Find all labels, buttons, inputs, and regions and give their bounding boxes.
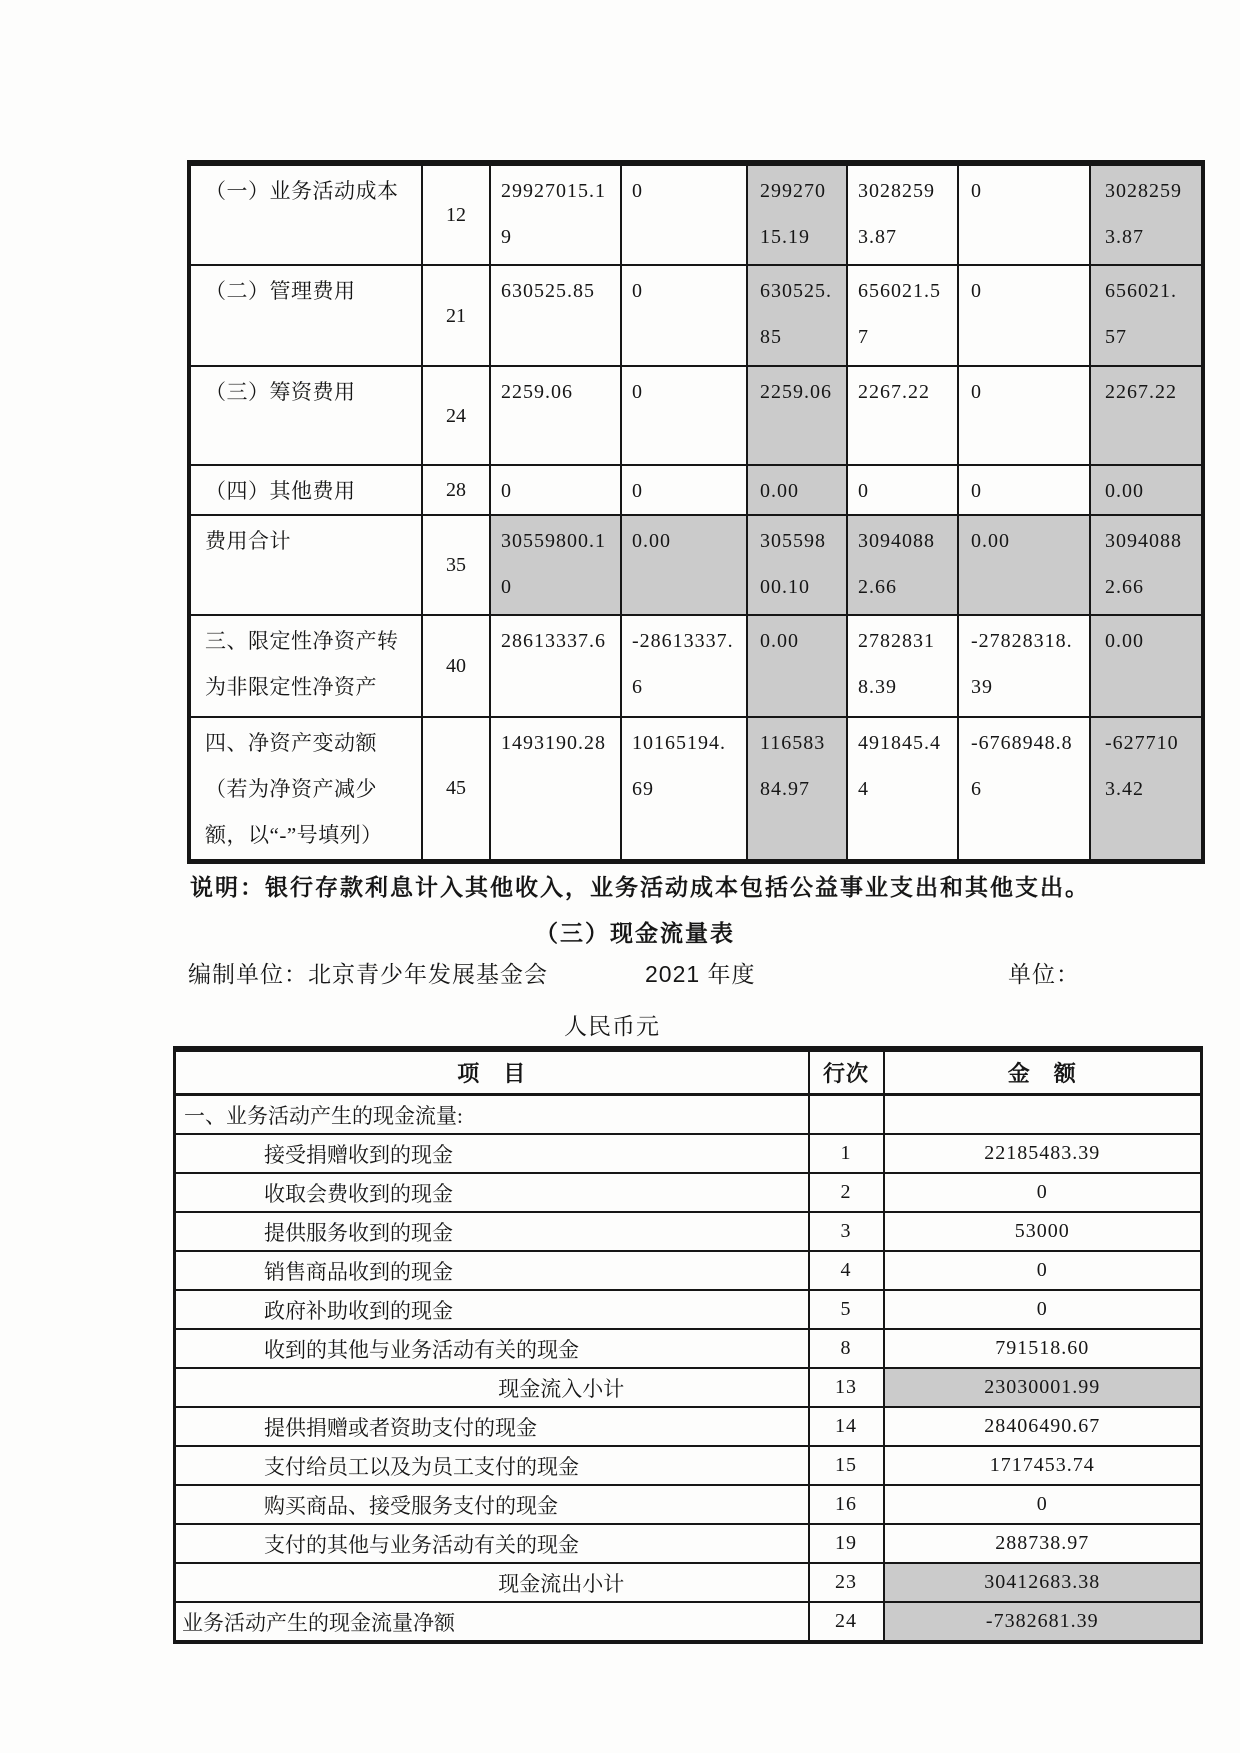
cashflow-row [175, 1134, 1202, 1173]
expense-line-no: 28 [422, 465, 490, 515]
expense-value: 30282593.87 [1090, 163, 1203, 265]
cashflow-amount: 22185483.39 [884, 1134, 1202, 1173]
expense-value: 30282593.87 [847, 163, 958, 265]
expense-line-no: 45 [422, 717, 490, 861]
cashflow-amount [884, 1095, 1202, 1135]
expense-value: 0 [958, 265, 1090, 366]
cashflow-row [175, 1524, 1202, 1563]
cashflow-row [175, 1095, 1202, 1135]
expense-row [189, 615, 1203, 717]
expense-value: -6277103.42 [1090, 717, 1203, 861]
cashflow-amount: 0 [884, 1173, 1202, 1212]
expense-row [189, 366, 1203, 465]
cashflow-item-label: 收取会费收到的现金 [175, 1173, 809, 1212]
col-header-amount: 金 额 [884, 1049, 1202, 1095]
cashflow-item-label: 支付给员工以及为员工支付的现金 [175, 1446, 809, 1485]
expense-value: 656021.57 [847, 265, 958, 366]
cashflow-row [175, 1563, 1202, 1602]
cashflow-item-label: 一、业务活动产生的现金流量: [175, 1095, 809, 1135]
expense-row [189, 515, 1203, 615]
cashflow-amount: 0 [884, 1251, 1202, 1290]
cashflow-amount: 28406490.67 [884, 1407, 1202, 1446]
expense-item-label: （四）其他费用 [189, 465, 422, 515]
cashflow-amount: 791518.60 [884, 1329, 1202, 1368]
cashflow-amount: 288738.97 [884, 1524, 1202, 1563]
expense-value: 10165194.69 [621, 717, 747, 861]
cashflow-row [175, 1368, 1202, 1407]
expense-value: 656021.57 [1090, 265, 1203, 366]
cashflow-item-label: 销售商品收到的现金 [175, 1251, 809, 1290]
expense-value: 2259.06 [490, 366, 621, 465]
expense-value: 30559800.10 [747, 515, 847, 615]
expense-value: 0 [958, 163, 1090, 265]
col-header-item: 项 目 [175, 1049, 809, 1095]
expense-value: 0 [958, 366, 1090, 465]
expense-value: 30559800.10 [490, 515, 621, 615]
cashflow-row [175, 1407, 1202, 1446]
expense-value: 1493190.28 [490, 717, 621, 861]
section-title: （三）现金流量表 [535, 920, 735, 946]
expense-item-label: （二）管理费用 [189, 265, 422, 366]
cashflow-line-no: 14 [809, 1407, 884, 1446]
cashflow-item-label: 政府补助收到的现金 [175, 1290, 809, 1329]
cashflow-item-label: 现金流出小计 [175, 1563, 809, 1602]
cashflow-line-no: 3 [809, 1212, 884, 1251]
meta-line [0, 956, 1240, 988]
expense-value: -27828318.39 [958, 615, 1090, 717]
expense-value: 0 [621, 366, 747, 465]
cashflow-item-label: 现金流入小计 [175, 1368, 809, 1407]
expense-value: 0.00 [958, 515, 1090, 615]
expense-value: 30940882.66 [847, 515, 958, 615]
expense-value: 491845.44 [847, 717, 958, 861]
cashflow-line-no: 1 [809, 1134, 884, 1173]
expense-value: 27828318.39 [847, 615, 958, 717]
cashflow-table-body [175, 1095, 1202, 1643]
expense-value: 2267.22 [847, 366, 958, 465]
cashflow-header-row [175, 1049, 1202, 1095]
expense-table-body [189, 163, 1203, 861]
expense-value: 0 [621, 465, 747, 515]
cashflow-line-no: 2 [809, 1173, 884, 1212]
expense-row [189, 465, 1203, 515]
cashflow-line-no: 4 [809, 1251, 884, 1290]
expense-value: 0.00 [747, 615, 847, 717]
expense-value: 2267.22 [1090, 366, 1203, 465]
expense-line-no: 21 [422, 265, 490, 366]
expense-value: 29927015.19 [747, 163, 847, 265]
expense-value: 630525.85 [490, 265, 621, 366]
cashflow-amount: 53000 [884, 1212, 1202, 1251]
expense-table [187, 160, 1205, 864]
expense-item-label: 费用合计 [189, 515, 422, 615]
cashflow-item-label: 收到的其他与业务活动有关的现金 [175, 1329, 809, 1368]
expense-value: 630525.85 [747, 265, 847, 366]
cashflow-line-no: 16 [809, 1485, 884, 1524]
col-header-line-no: 行次 [809, 1049, 884, 1095]
cashflow-line-no: 5 [809, 1290, 884, 1329]
cashflow-row [175, 1290, 1202, 1329]
expense-value: 0 [621, 265, 747, 366]
prepared-by-label: 编制单位：北京青少年发展基金会 [188, 961, 548, 987]
cashflow-row [175, 1446, 1202, 1485]
cashflow-row [175, 1212, 1202, 1251]
cashflow-amount: 0 [884, 1485, 1202, 1524]
expense-value: 0 [621, 163, 747, 265]
expense-value: 0.00 [747, 465, 847, 515]
expense-item-label: 四、净资产变动额（若为净资产减少额，以“-”号填列） [189, 717, 422, 861]
expense-row [189, 717, 1203, 861]
expense-row [189, 265, 1203, 366]
expense-value: 2259.06 [747, 366, 847, 465]
cashflow-amount: 23030001.99 [884, 1368, 1202, 1407]
cashflow-item-label: 购买商品、接受服务支付的现金 [175, 1485, 809, 1524]
expense-item-label: 三、限定性净资产转为非限定性净资产 [189, 615, 422, 717]
expense-line-no: 40 [422, 615, 490, 717]
cashflow-item-label: 业务活动产生的现金流量净额 [175, 1602, 809, 1642]
expense-value: -28613337.6 [621, 615, 747, 717]
cashflow-line-no: 23 [809, 1563, 884, 1602]
cashflow-row [175, 1485, 1202, 1524]
expense-row [189, 163, 1203, 265]
expense-value: 0.00 [1090, 465, 1203, 515]
expense-line-no: 24 [422, 366, 490, 465]
cashflow-line-no: 15 [809, 1446, 884, 1485]
expense-line-no: 12 [422, 163, 490, 265]
expense-line-no: 35 [422, 515, 490, 615]
cashflow-line-no: 8 [809, 1329, 884, 1368]
cashflow-amount: 0 [884, 1290, 1202, 1329]
expense-value: 11658384.97 [747, 717, 847, 861]
expense-value: 0.00 [1090, 615, 1203, 717]
expense-value: 30940882.66 [1090, 515, 1203, 615]
expense-value: 28613337.6 [490, 615, 621, 717]
expense-value: 0.00 [621, 515, 747, 615]
expense-value: 0 [958, 465, 1090, 515]
cashflow-row [175, 1251, 1202, 1290]
cashflow-line-no: 24 [809, 1602, 884, 1642]
cashflow-item-label: 提供捐赠或者资助支付的现金 [175, 1407, 809, 1446]
expense-value: -6768948.86 [958, 717, 1090, 861]
cashflow-line-no: 13 [809, 1368, 884, 1407]
expense-value: 29927015.19 [490, 163, 621, 265]
note-text: 说明：银行存款利息计入其他收入，业务活动成本包括公益事业支出和其他支出。 [190, 874, 1090, 900]
cashflow-line-no [809, 1095, 884, 1135]
cashflow-item-label: 接受捐赠收到的现金 [175, 1134, 809, 1173]
cashflow-amount: 1717453.74 [884, 1446, 1202, 1485]
cashflow-amount: -7382681.39 [884, 1602, 1202, 1642]
fiscal-year-label: 2021 年度 [645, 961, 756, 987]
cashflow-item-label: 提供服务收到的现金 [175, 1212, 809, 1251]
cashflow-row [175, 1602, 1202, 1642]
cashflow-amount: 30412683.38 [884, 1563, 1202, 1602]
expense-item-label: （一）业务活动成本 [189, 163, 422, 265]
unit-value: 人民币元 [564, 1013, 660, 1039]
cashflow-table [173, 1046, 1203, 1644]
expense-value: 0 [490, 465, 621, 515]
cashflow-row [175, 1329, 1202, 1368]
expense-value: 0 [847, 465, 958, 515]
unit-label: 单位： [1008, 961, 1080, 987]
cashflow-line-no: 19 [809, 1524, 884, 1563]
expense-item-label: （三）筹资费用 [189, 366, 422, 465]
cashflow-row [175, 1173, 1202, 1212]
cashflow-item-label: 支付的其他与业务活动有关的现金 [175, 1524, 809, 1563]
